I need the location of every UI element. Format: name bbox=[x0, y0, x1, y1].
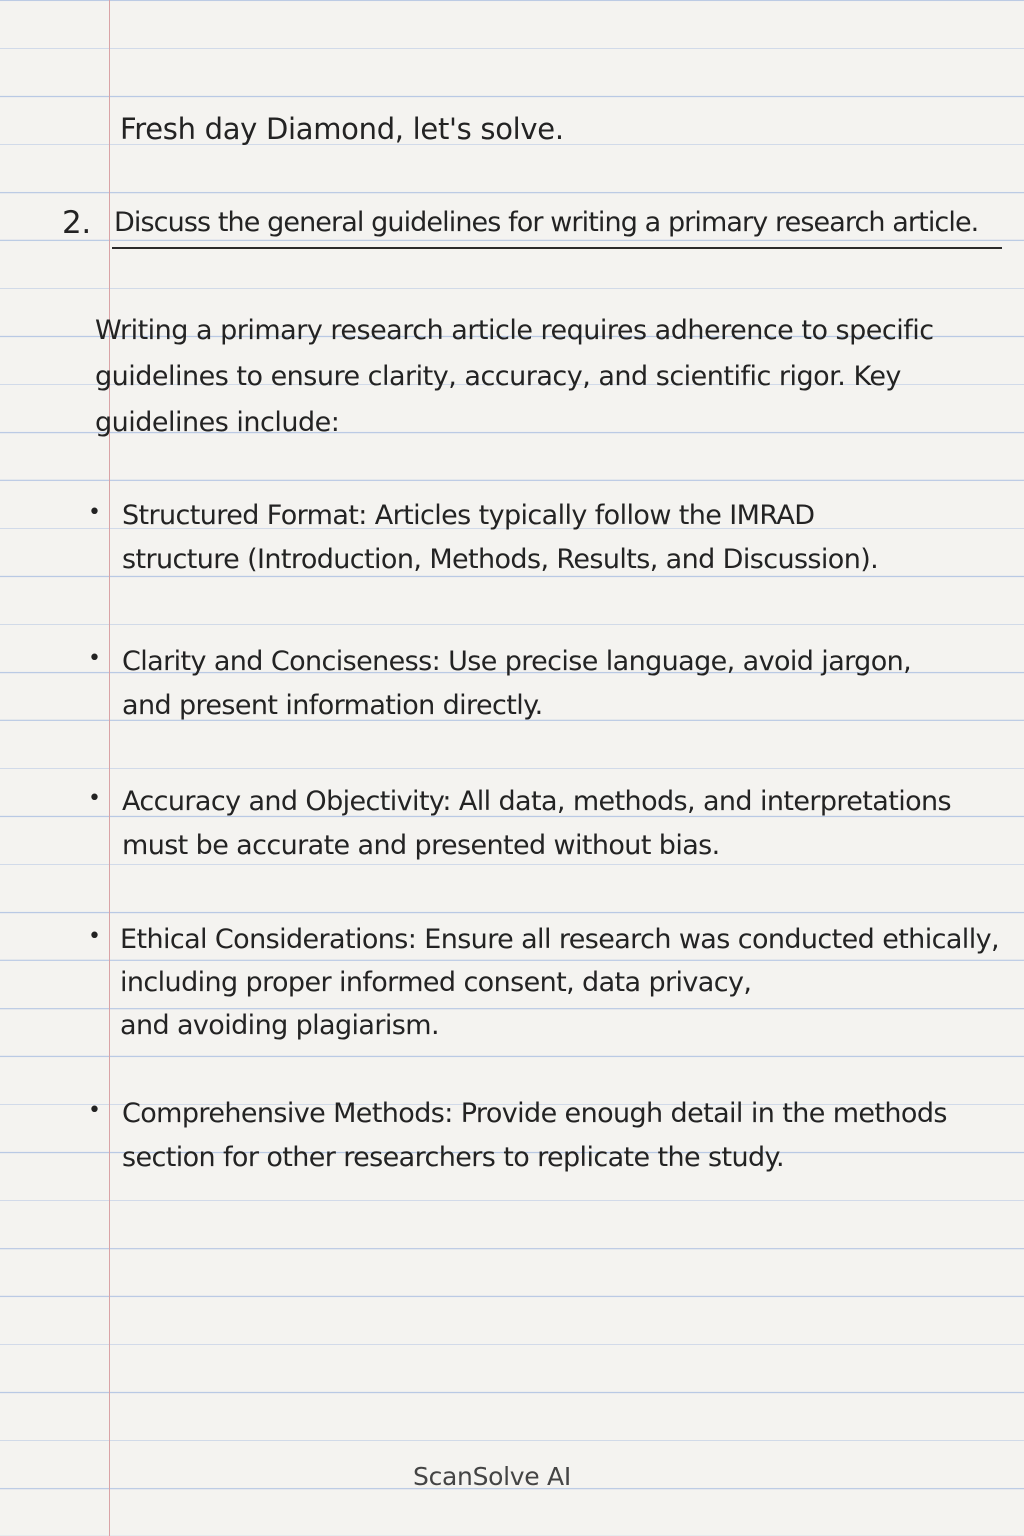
bullet-point: • bbox=[88, 1098, 101, 1123]
question-number: 2. bbox=[62, 205, 91, 241]
bullet-line: section for other researchers to replicate the study. bbox=[122, 1142, 785, 1173]
intro-line: guidelines to ensure clarity, accuracy, and scientific rigor. Key bbox=[95, 361, 901, 392]
bullet-point: • bbox=[88, 500, 101, 525]
bullet-point: • bbox=[88, 786, 101, 811]
bullet-item-structured-format bbox=[122, 494, 878, 582]
intro-line: Writing a primary research article requires adherence to specific bbox=[95, 315, 934, 346]
bullet-point: • bbox=[88, 646, 101, 671]
bullet-line: Comprehensive Methods: Provide enough detail in the methods bbox=[122, 1098, 947, 1129]
bullet-line: Ethical Considerations: Ensure all research was conducted ethically, bbox=[120, 924, 999, 955]
bullet-item-accuracy bbox=[122, 780, 951, 868]
bullet-point: • bbox=[88, 924, 101, 949]
question-text: Discuss the general guidelines for writing a primary research article. bbox=[114, 207, 979, 238]
intro-line: guidelines include: bbox=[95, 407, 340, 438]
bullet-line: must be accurate and presented without bias. bbox=[122, 830, 720, 861]
question-underline bbox=[112, 247, 1002, 249]
bullet-line: including proper informed consent, data privacy, bbox=[120, 967, 752, 998]
greeting-text: Fresh day Diamond, let's solve. bbox=[120, 112, 564, 146]
bullet-item-ethical bbox=[120, 918, 999, 1047]
bullet-item-clarity bbox=[122, 640, 911, 728]
bullet-line: structure (Introduction, Methods, Results, and Discussion). bbox=[122, 544, 879, 575]
margin-line bbox=[109, 0, 110, 1536]
bullet-item-methods bbox=[122, 1092, 947, 1180]
bullet-line: and avoiding plagiarism. bbox=[120, 1010, 439, 1041]
footer-brand: ScanSolve AI bbox=[413, 1462, 571, 1491]
bullet-line: and present information directly. bbox=[122, 690, 543, 721]
bullet-line: Accuracy and Objectivity: All data, methods, and interpretations bbox=[122, 786, 952, 817]
bullet-line: Clarity and Conciseness: Use precise language, avoid jargon, bbox=[122, 646, 912, 677]
bullet-line: Structured Format: Articles typically follow the IMRAD bbox=[122, 500, 815, 531]
intro-paragraph bbox=[95, 308, 975, 446]
